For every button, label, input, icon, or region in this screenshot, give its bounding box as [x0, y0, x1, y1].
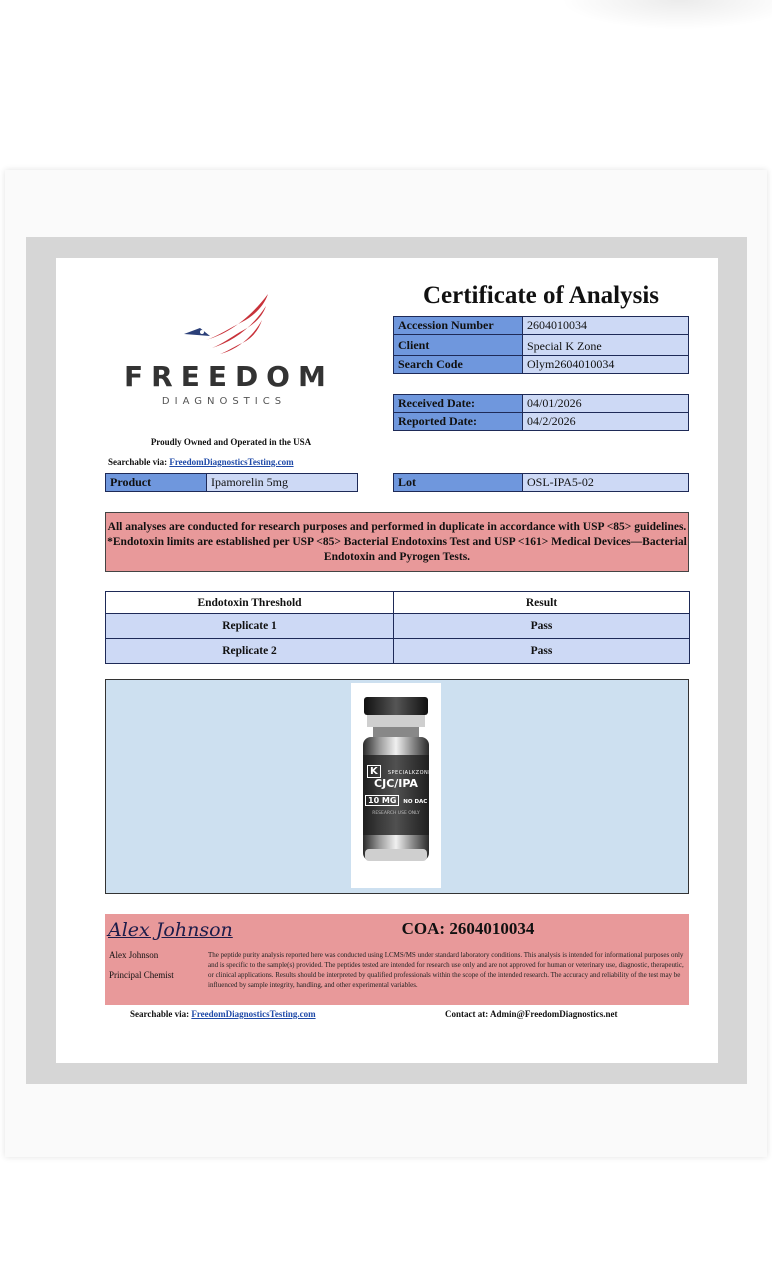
vial-dose-group — [365, 796, 427, 805]
column-header-threshold: Endotoxin Threshold — [106, 592, 394, 614]
table-row — [394, 474, 689, 492]
vial-label — [367, 759, 432, 778]
accession-label: Accession Number — [394, 317, 523, 335]
signer-name: Alex Johnson — [109, 950, 159, 960]
search-code-label: Search Code — [394, 356, 523, 374]
usp-notice: All analyses are conducted for research purposes and performed in duplicate in accordance with USP <85> guidelines. *Endotoxin limits are established per USP <85> Bacterial Endotoxins Test and USP <161> Medical Devices—Bacterial Endotoxin and Pyrogen Tests. — [105, 512, 689, 572]
background-shadow — [560, 0, 772, 30]
vial-brand-initial: K — [367, 765, 381, 778]
table-row — [394, 413, 689, 431]
client-label: Client — [394, 335, 523, 356]
signer-title: Principal Chemist — [109, 970, 174, 980]
replicate-name: Replicate 1 — [106, 614, 394, 639]
vial-note: RESEARCH USE ONLY — [372, 811, 420, 816]
contact-email: Contact at: Admin@FreedomDiagnostics.net — [445, 1009, 618, 1019]
searchable-via-footer — [130, 1009, 316, 1019]
table-row — [106, 639, 690, 664]
tagline: Proudly Owned and Operated in the USA — [150, 437, 312, 447]
product-label: Product — [106, 474, 207, 492]
table-row — [394, 317, 689, 335]
received-value: 04/01/2026 — [523, 395, 689, 413]
searchable-via — [108, 457, 294, 467]
lot-table — [393, 473, 689, 492]
table-row — [106, 474, 358, 492]
table-row — [394, 335, 689, 356]
brand-subtitle: DIAGNOSTICS — [161, 396, 287, 407]
table-header-row — [106, 592, 690, 614]
table-row — [394, 395, 689, 413]
lot-value: OSL-IPA5-02 — [523, 474, 689, 492]
client-value: Special K Zone — [523, 335, 689, 356]
product-value: Ipamorelin 5mg — [207, 474, 358, 492]
product-table — [105, 473, 358, 492]
column-header-result: Result — [394, 592, 690, 614]
replicate-result: Pass — [394, 614, 690, 639]
accession-table — [393, 316, 689, 374]
searchable-label: Searchable via: — [130, 1009, 192, 1019]
vial-dose: 10 MG — [365, 795, 399, 806]
lot-label: Lot — [394, 474, 523, 492]
search-code-value: Olym2604010034 — [523, 356, 689, 374]
signature: Alex Johnson — [108, 919, 233, 941]
vial-dose-note: NO DAC — [403, 799, 428, 805]
brand-name: FREEDOM — [124, 360, 334, 393]
replicate-name: Replicate 2 — [106, 639, 394, 664]
coa-number: COA: 2604010034 — [401, 919, 535, 938]
page-title: Certificate of Analysis — [422, 282, 660, 309]
replicate-result: Pass — [394, 639, 690, 664]
reported-label: Reported Date: — [394, 413, 523, 431]
vial-brand: SPECIALKZONE — [387, 770, 432, 776]
searchable-label: Searchable via: — [108, 457, 170, 467]
results-table — [105, 591, 690, 664]
vial-product: CJC/IPA — [374, 777, 418, 790]
sample-photo — [351, 683, 441, 888]
table-row — [106, 614, 690, 639]
website-link[interactable]: FreedomDiagnosticsTesting.com — [169, 457, 294, 467]
website-link[interactable]: FreedomDiagnosticsTesting.com — [191, 1009, 316, 1019]
dates-table — [393, 394, 689, 431]
accession-value: 2604010034 — [523, 317, 689, 335]
eagle-logo-icon — [180, 292, 272, 354]
reported-value: 04/2/2026 — [523, 413, 689, 431]
received-label: Received Date: — [394, 395, 523, 413]
table-row — [394, 356, 689, 374]
disclaimer: The peptide purity analysis reported here was conducted using LCMS/MS under standard laboratory conditions. This analysis is intended for informational purposes only and is specific to the sample(s) provided. The peptides tested are intended for research use only and are not approved for human or veterinary use, diagnostic, therapeutic, or clinical applications. Results should be interpreted by qualified professionals within the scope of the intended research. The accuracy and reliability of the test may be influenced by sample integrity, handling, and other experimental variables. — [208, 951, 684, 989]
